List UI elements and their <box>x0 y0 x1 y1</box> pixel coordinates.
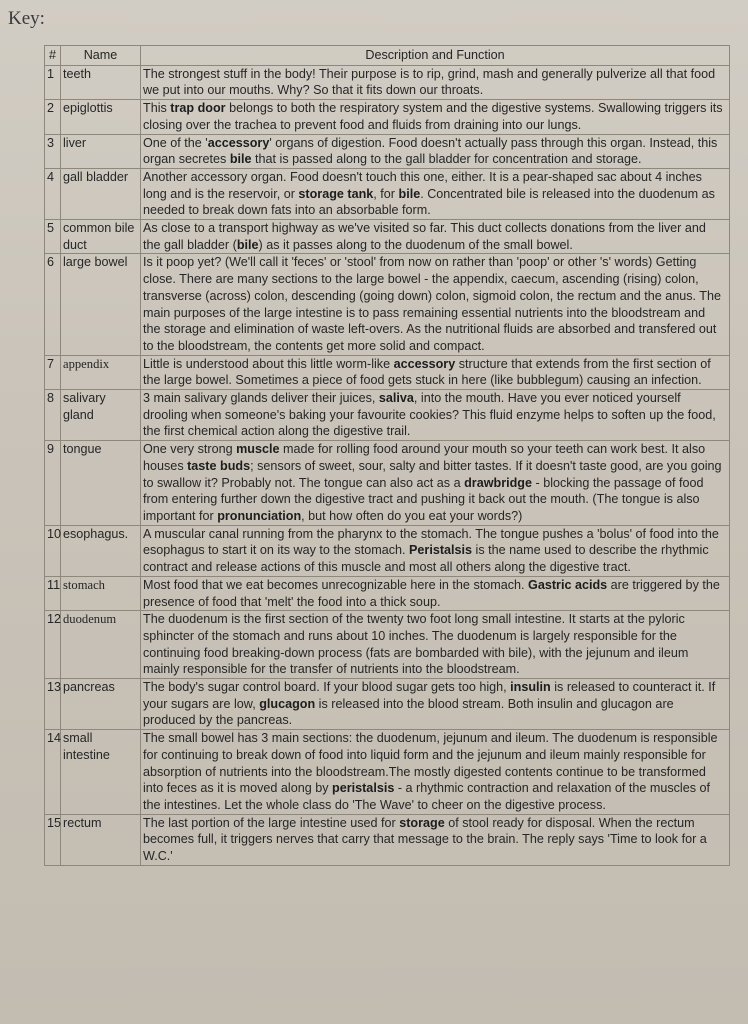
key-term: storage <box>399 815 445 830</box>
description-text: 3 main salivary glands deliver their juices, <box>143 391 379 406</box>
description-text: is released to counteract it. If your sugars are low, <box>143 680 716 711</box>
organ-description <box>141 65 730 99</box>
key-term: peristalsis <box>332 781 395 796</box>
organ-description <box>141 254 730 355</box>
organ-description <box>141 525 730 576</box>
row-number: 8 <box>45 390 61 441</box>
key-term: glucagon <box>259 696 316 711</box>
key-heading: Key: <box>8 8 45 29</box>
row-number: 15 <box>45 814 61 865</box>
key-term: bile <box>236 237 259 252</box>
row-number: 11 <box>45 576 61 610</box>
organ-description <box>141 134 730 168</box>
table-row <box>45 100 730 134</box>
description-text: structure that extends from the first section of the large bowel. Sometimes a piece of food gets stuck in here (like bubblegum) causing an infection. <box>143 356 711 388</box>
table-row <box>45 576 730 610</box>
description-text: The last portion of the large intestine used for <box>143 815 400 830</box>
organ-name: pancreas <box>61 679 141 730</box>
description-text: The duodenum is the first section of the twenty two foot long small intestine. It starts at the pyloric sphincter of the stomach and runs about 10 inches. The duodenum is largely responsible for the continuing food breaking-down process (fats are bombarded with bile), with the jejunum and ileum mainly responsible for the transfer of nutrients into the bloodstream. <box>143 612 689 677</box>
table-row <box>45 525 730 576</box>
organ-description <box>141 679 730 730</box>
description-text: Most food that we eat becomes unrecognizable here in the stomach. <box>143 577 529 592</box>
organ-description <box>141 168 730 219</box>
header-description: Description and Function <box>141 46 730 66</box>
key-term: Gastric acids <box>528 577 608 592</box>
row-number: 10 <box>45 525 61 576</box>
organ-name: stomach <box>61 576 141 610</box>
description-text: Is it poop yet? (We'll call it 'feces' or 'stool' from now on rather than 'poop' or other 's' words) Getting close. There are many sections to the large bowel - the appendix, caecum, ascending (rising) colon, transverse (across) colon, descending (going down) colon, sigmoid colon, the rectum and the anus. The main purposes of the large intestine is to pass remaining essential nutrients into the bloodstream and the storage and elimination of waste left-overs. As the nutritional fluids are absorbed and transfered out to the bloodstream, the contents get more solid and compact. <box>143 255 721 353</box>
table-row <box>45 65 730 99</box>
organ-description <box>141 220 730 254</box>
description-text: - blocking the passage of food from entering further down the digestive tract and pushing it back out the mouth. (The tongue is also important for <box>143 475 704 523</box>
description-text: ; sensors of sweet, sour, salty and bitter tastes. If it doesn't taste good, are you going to swallow it? Probably not. The tongue can also act as a <box>143 458 722 490</box>
description-text: , but how often do you eat your words?) <box>301 508 523 523</box>
row-number: 12 <box>45 611 61 679</box>
description-text: This <box>143 101 171 116</box>
row-number: 14 <box>45 730 61 815</box>
organ-description <box>141 814 730 865</box>
description-text: of stool ready for disposal. When the rectum becomes full, it triggers nerves that carry that message to the brain. The reply says 'Time to look for a W.C.' <box>143 815 707 864</box>
description-text: , into the mouth. Have you ever noticed yourself drooling when someone's baking your favourite cookies? This fluid enzyme helps to soften up the food, the first chemical action along the digestive trail. <box>143 391 716 439</box>
description-text: The body's sugar control board. If your blood sugar gets too high, <box>143 680 511 695</box>
key-term: muscle <box>236 442 280 457</box>
description-text: ) as it passes along to the duodenum of the small bowel. <box>258 237 573 252</box>
key-term: Peristalsis <box>409 543 473 558</box>
organ-name: common bile duct <box>61 220 141 254</box>
header-number: # <box>45 46 61 66</box>
description-text: A muscular canal running from the pharynx to the stomach. The tongue pushes a 'bolus' of food into the esophagus to start it on its way to the stomach. <box>143 526 719 558</box>
organ-name: appendix <box>61 355 141 389</box>
row-number: 13 <box>45 679 61 730</box>
description-text: Little is understood about this little worm-like <box>143 356 394 371</box>
organ-description <box>141 441 730 526</box>
table-row <box>45 611 730 679</box>
organ-name: liver <box>61 134 141 168</box>
description-text: that is passed along to the gall bladder for concentration and storage. <box>251 152 642 167</box>
description-text: ' organs of digestion. Food doesn't actually pass through this organ. Instead, this organ secretes <box>143 135 718 167</box>
table-row <box>45 355 730 389</box>
organ-name: teeth <box>61 65 141 99</box>
row-number: 1 <box>45 65 61 99</box>
description-text: is released into the blood stream. Both insulin and glucagon are produced by the pancreas. <box>143 696 674 728</box>
table-row <box>45 730 730 815</box>
row-number: 6 <box>45 254 61 355</box>
organ-name: small intestine <box>61 730 141 815</box>
organ-description <box>141 355 730 389</box>
organ-description <box>141 100 730 134</box>
key-term: drawbridge <box>464 475 532 490</box>
key-term: taste buds <box>187 458 251 473</box>
description-text: The strongest stuff in the body! Their purpose is to rip, grind, mash and generally pulverize all that food we put into our mouths. Why? So that it fits down our throats. <box>143 66 716 98</box>
description-text: is the name used to describe the rhythmic contract and release actions of this muscle and most all others along the digestive tract. <box>143 543 709 575</box>
header-name: Name <box>61 46 141 66</box>
table-row <box>45 814 730 865</box>
organ-description <box>141 730 730 815</box>
description-text: , for <box>373 186 399 201</box>
description-text: One very strong <box>143 442 237 457</box>
key-term: insulin <box>510 680 551 695</box>
table-row <box>45 220 730 254</box>
description-text: - a rhythmic contraction and relaxation of the muscles of the intestines. Let the whole class do 'The Wave' to cheer on the digestive process. <box>143 781 711 812</box>
description-text: made for rolling food around your mouth so your teeth can work best. It also houses <box>143 442 706 473</box>
table-row <box>45 441 730 526</box>
row-number: 2 <box>45 100 61 134</box>
key-term: saliva <box>378 391 414 406</box>
key-term: accessory <box>207 135 270 150</box>
key-term: accessory <box>393 356 456 371</box>
key-term: pronunciation <box>217 508 302 523</box>
digestive-key-table <box>44 45 730 866</box>
description-text: Another accessory organ. Food doesn't touch this one, either. It is a pear-shaped sac about 4 inches long and is the reservoir, or <box>143 169 702 201</box>
description-text: The small bowel has 3 main sections: the duodenum, jejunum and ileum. The duodenum is responsible for continuing to break down of food into liquid form and the jejunum and ileum mainly responsible for absorption of nutrients into the bloodstream.The mostly digested contents continue to be transformed into feces as it is moved along by <box>143 731 718 796</box>
table-body <box>45 65 730 865</box>
organ-name: epiglottis <box>61 100 141 134</box>
organ-name: duodenum <box>61 611 141 679</box>
row-number: 7 <box>45 355 61 389</box>
key-term: storage tank <box>298 186 374 201</box>
table-row <box>45 254 730 355</box>
organ-description <box>141 576 730 610</box>
organ-name: salivary gland <box>61 390 141 441</box>
table-row <box>45 168 730 219</box>
row-number: 4 <box>45 168 61 219</box>
table-row <box>45 134 730 168</box>
row-number: 3 <box>45 134 61 168</box>
description-text: One of the ' <box>143 135 208 150</box>
organ-name: rectum <box>61 814 141 865</box>
organ-name: large bowel <box>61 254 141 355</box>
organ-name: esophagus. <box>61 525 141 576</box>
table-header-row <box>45 46 730 66</box>
key-term: bile <box>229 152 252 167</box>
organ-description <box>141 390 730 441</box>
table-row <box>45 679 730 730</box>
description-text: . Concentrated bile is released into the duodenum as needed to break down fats into an absorbable form. <box>143 186 715 218</box>
key-term: trap door <box>170 101 226 116</box>
organ-name: tongue <box>61 441 141 526</box>
description-text: are triggered by the presence of food that 'melt' the food into a thick soup. <box>143 577 720 609</box>
row-number: 5 <box>45 220 61 254</box>
table-row <box>45 390 730 441</box>
key-term: bile <box>398 186 421 201</box>
organ-description <box>141 611 730 679</box>
description-text: belongs to both the respiratory system and the digestive systems. Swallowing triggers its closing over the trachea to prevent food and fluids from draining into our lungs. <box>143 101 723 132</box>
description-text: As close to a transport highway as we've visited so far. This duct collects donations from the liver and the gall bladder ( <box>143 221 706 252</box>
organ-name: gall bladder <box>61 168 141 219</box>
row-number: 9 <box>45 441 61 526</box>
